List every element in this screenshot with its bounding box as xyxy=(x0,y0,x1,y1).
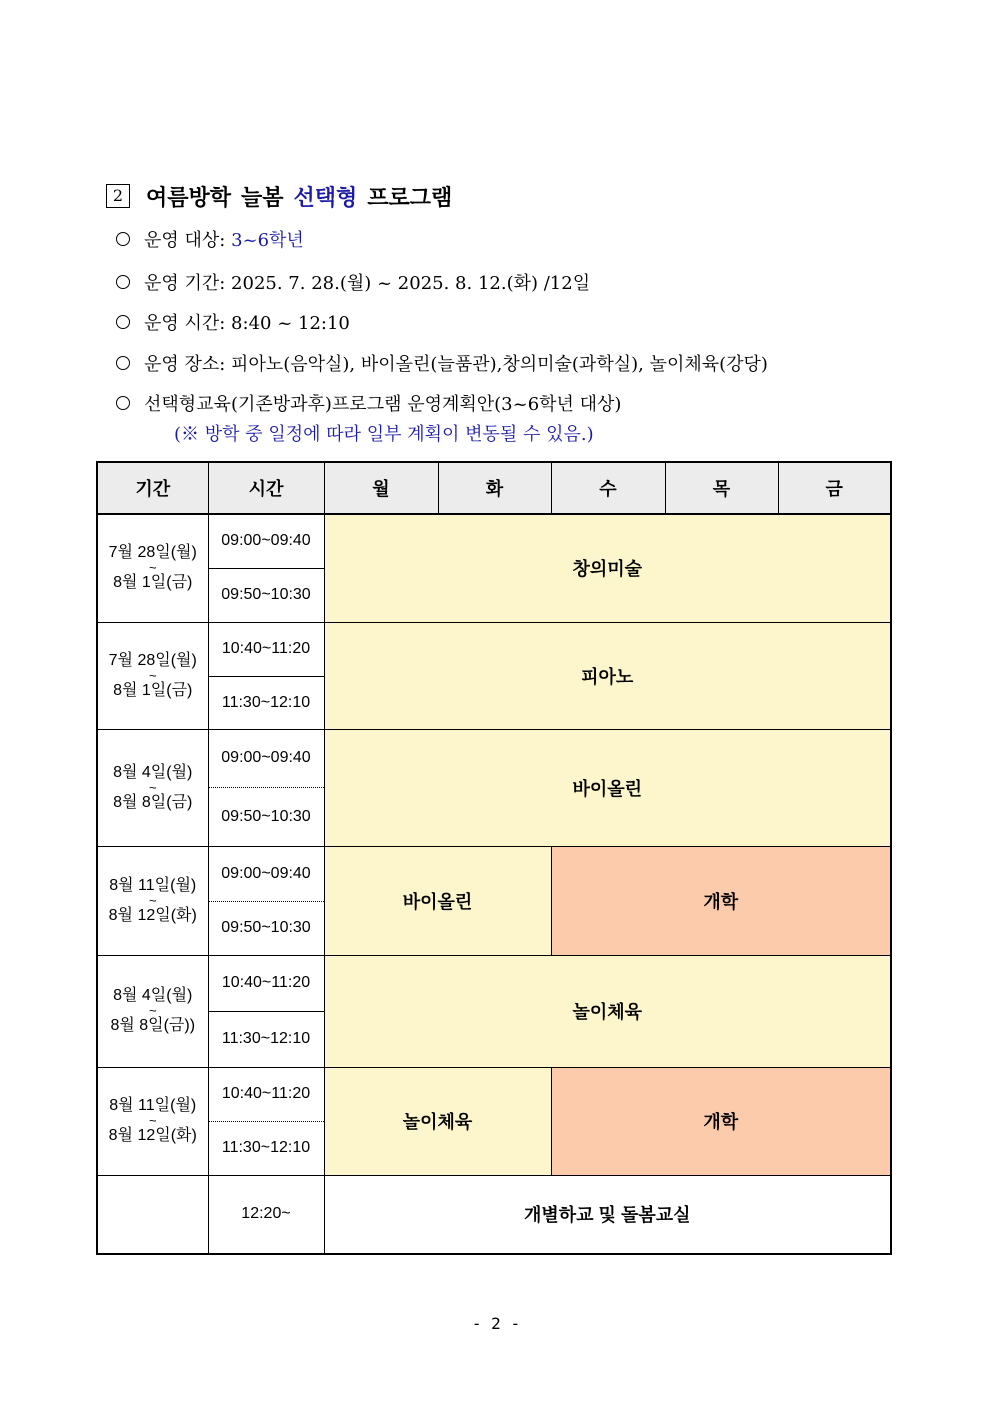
period-tilde: ~ xyxy=(148,667,157,683)
bullet-period xyxy=(116,271,590,297)
header-fri: 금 xyxy=(778,462,891,514)
circle-bullet-icon xyxy=(116,232,130,246)
time-cell: 09:50~10:30 xyxy=(208,901,324,955)
table-row xyxy=(97,1175,891,1254)
bullet-text: 운영 장소: 피아노(음악실), 바이올린(늘품관),창의미술(과학실), 놀이체육(강당) xyxy=(144,354,768,375)
time-cell: 10:40~11:20 xyxy=(208,622,324,676)
circle-bullet-icon xyxy=(116,275,130,289)
circle-bullet-icon xyxy=(116,356,130,370)
period-start: 7월 28일(월) xyxy=(108,544,197,562)
period-end: 8월 12일(화) xyxy=(108,906,197,924)
schedule-note: (※ 방학 중 일정에 따라 일부 계획이 변동될 수 있음.) xyxy=(174,424,594,445)
period-cell xyxy=(97,514,208,622)
period-cell xyxy=(97,1067,208,1175)
program-cell: 창의미술 xyxy=(324,514,891,622)
program-cell: 피아노 xyxy=(324,622,891,729)
section-heading xyxy=(106,180,462,212)
table-row xyxy=(97,846,891,901)
table-header-row xyxy=(97,462,891,514)
header-time: 시간 xyxy=(208,462,324,514)
time-cell: 09:00~09:40 xyxy=(208,729,324,787)
heading-word: 프로그램 xyxy=(367,185,453,211)
period-tilde: ~ xyxy=(148,892,157,908)
period-start: 8월 4일(월) xyxy=(113,987,193,1004)
period-start: 8월 11일(월) xyxy=(109,1097,197,1114)
time-cell: 10:40~11:20 xyxy=(208,1067,324,1121)
time-cell: 12:20~ xyxy=(208,1175,324,1254)
heading-highlight: 선택형 xyxy=(293,185,358,211)
bullet-text: 운영 기간: 2025. 7. 28.(월) ~ 2025. 8. 12.(화) /12일 xyxy=(144,273,591,294)
time-cell: 09:50~10:30 xyxy=(208,787,324,846)
time-cell: 11:30~12:10 xyxy=(208,1121,324,1175)
period-end: 8월 8일(금) xyxy=(113,793,193,811)
period-tilde: ~ xyxy=(148,779,157,795)
period-cell xyxy=(97,729,208,846)
period-cell xyxy=(97,955,208,1067)
period-cell xyxy=(97,622,208,729)
page-number: - 2 - xyxy=(471,1314,521,1333)
time-cell: 09:00~09:40 xyxy=(208,846,324,901)
period-start: 7월 28일(월) xyxy=(108,651,197,669)
time-cell: 10:40~11:20 xyxy=(208,955,324,1011)
header-thu: 목 xyxy=(665,462,778,514)
header-wed: 수 xyxy=(551,462,665,514)
time-cell: 09:00~09:40 xyxy=(208,514,324,568)
circle-bullet-icon xyxy=(116,396,130,410)
period-tilde: ~ xyxy=(148,1113,157,1128)
header-tue: 화 xyxy=(438,462,551,514)
period-end: 8월 8일(금)) xyxy=(110,1017,196,1034)
bullet-plan xyxy=(116,392,621,418)
header-period: 기간 xyxy=(97,462,208,514)
bullet-label: 운영 대상: xyxy=(144,230,232,251)
bullet-location xyxy=(116,352,768,378)
bullet-text: 선택형교육(기존방과후)프로그램 운영계획안(3~6학년 대상) xyxy=(144,394,622,415)
period-start: 8월 4일(월) xyxy=(113,763,193,781)
school-start-cell: 개학 xyxy=(551,1067,891,1175)
table-row xyxy=(97,514,891,568)
program-cell: 바이올린 xyxy=(324,846,551,955)
period-cell-empty xyxy=(97,1175,208,1254)
header-mon: 월 xyxy=(324,462,438,514)
table-row xyxy=(97,1067,891,1121)
dismissal-cell: 개별하교 및 돌봄교실 xyxy=(324,1175,891,1254)
period-tilde: ~ xyxy=(148,1003,157,1018)
time-cell: 09:50~10:30 xyxy=(208,568,324,622)
heading-word: 늘봄 xyxy=(241,185,284,211)
period-tilde: ~ xyxy=(148,560,157,576)
time-cell: 11:30~12:10 xyxy=(208,1011,324,1067)
table-row xyxy=(97,729,891,787)
bullet-text: 운영 시간: 8:40 ~ 12:10 xyxy=(144,313,350,334)
section-number-box: 2 xyxy=(106,184,130,208)
bullet-value: 3~6학년 xyxy=(231,230,304,251)
program-cell: 놀이체육 xyxy=(324,955,891,1067)
circle-bullet-icon xyxy=(116,315,130,329)
program-cell: 놀이체육 xyxy=(324,1067,551,1175)
school-start-cell: 개학 xyxy=(551,846,891,955)
period-end: 8월 12일(화) xyxy=(108,1127,197,1144)
program-cell: 바이올린 xyxy=(324,729,891,846)
table-row xyxy=(97,955,891,1011)
bullet-time xyxy=(116,311,350,337)
bullet-target xyxy=(116,228,304,254)
period-cell xyxy=(97,846,208,955)
time-cell: 11:30~12:10 xyxy=(208,676,324,729)
period-end: 8월 1일(금) xyxy=(113,681,193,699)
schedule-table xyxy=(96,461,892,1255)
heading-word: 여름방학 xyxy=(146,185,232,211)
period-start: 8월 11일(월) xyxy=(109,876,197,894)
table-row xyxy=(97,622,891,676)
period-end: 8월 1일(금) xyxy=(113,574,193,592)
